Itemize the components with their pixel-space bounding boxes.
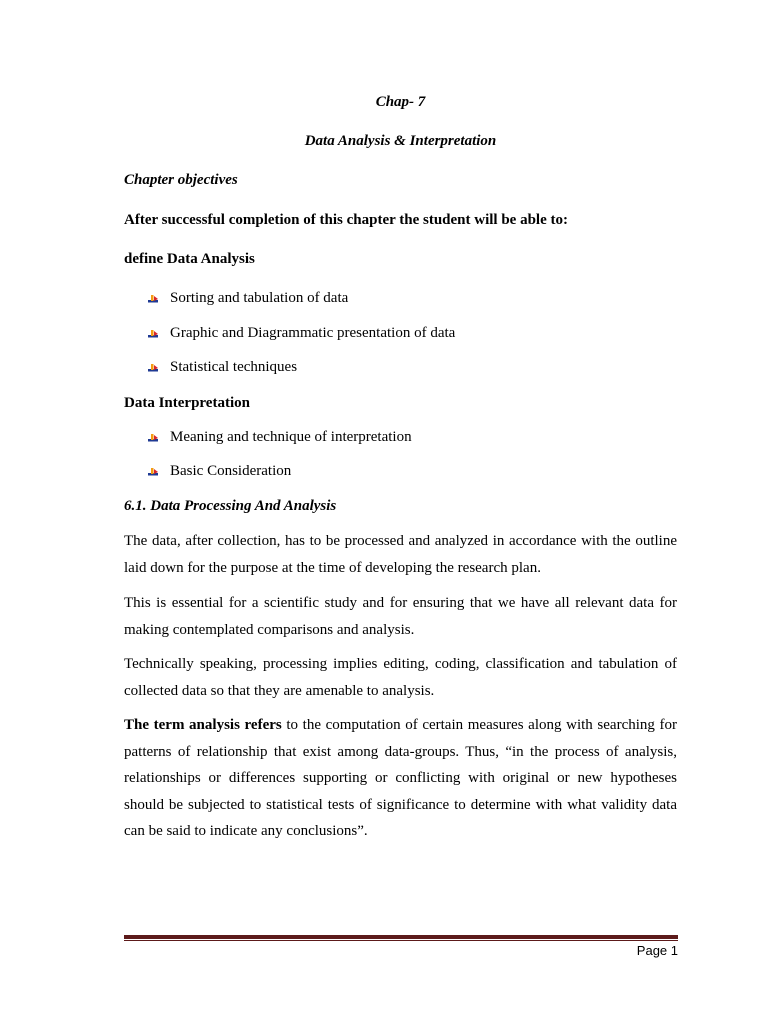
list-item xyxy=(146,325,455,342)
arrow-bullet-icon xyxy=(146,292,160,306)
arrow-bullet-icon xyxy=(146,361,160,375)
paragraph-3: Technically speaking, processing implies editing, coding, classification and tabulation of collected data so that they are amenable to analysis. xyxy=(124,656,677,699)
footer-rule-thin xyxy=(124,940,678,941)
objectives-heading: Chapter objectives xyxy=(124,172,238,188)
list-item xyxy=(146,359,297,376)
paragraph-4 xyxy=(124,712,677,845)
arrow-bullet-icon xyxy=(146,327,160,341)
paragraph-1: The data, after collection, has to be processed and analyzed in accordance with the outline laid down for the purpose at the time of developing the research plan. xyxy=(124,533,677,576)
interpretation-heading: Data Interpretation xyxy=(124,395,250,411)
chapter-number: Chap- 7 xyxy=(375,94,426,110)
footer-rule xyxy=(124,935,678,939)
list-item xyxy=(146,290,348,307)
paragraph-2: This is essential for a scientific study and for ensuring that we have all relevant data for making contemplated comparisons and analysis. xyxy=(124,595,677,638)
objectives-intro: After successful completion of this chapter the student will be able to: xyxy=(124,212,568,228)
list-item-text: Graphic and Diagrammatic presentation of data xyxy=(170,325,456,341)
arrow-bullet-icon xyxy=(146,431,160,445)
list-item-text: Meaning and technique of interpretation xyxy=(170,429,412,445)
arrow-bullet-icon xyxy=(146,465,160,479)
paragraph-4-rest: to the computation of certain measures along with searching for patterns of relationship that exist among data-groups. Thus, “in the process of analysis, relationships or differences supporting or conflicting with original or new hypotheses should be subjected to statistical tests of significance to determine with what validity data can be said to indicate any conclusions”. xyxy=(124,717,678,840)
section-heading: 6.1. Data Processing And Analysis xyxy=(124,498,337,514)
define-heading: define Data Analysis xyxy=(124,251,255,267)
list-item-text: Sorting and tabulation of data xyxy=(170,290,349,306)
chapter-title: Data Analysis & Interpretation xyxy=(304,133,497,149)
list-item xyxy=(146,429,412,446)
list-item-text: Basic Consideration xyxy=(170,463,292,479)
page-number: Page 1 xyxy=(636,943,678,958)
paragraph-4-lead: The term analysis refers xyxy=(124,717,282,733)
list-item xyxy=(146,463,291,480)
list-item-text: Statistical techniques xyxy=(170,359,298,375)
